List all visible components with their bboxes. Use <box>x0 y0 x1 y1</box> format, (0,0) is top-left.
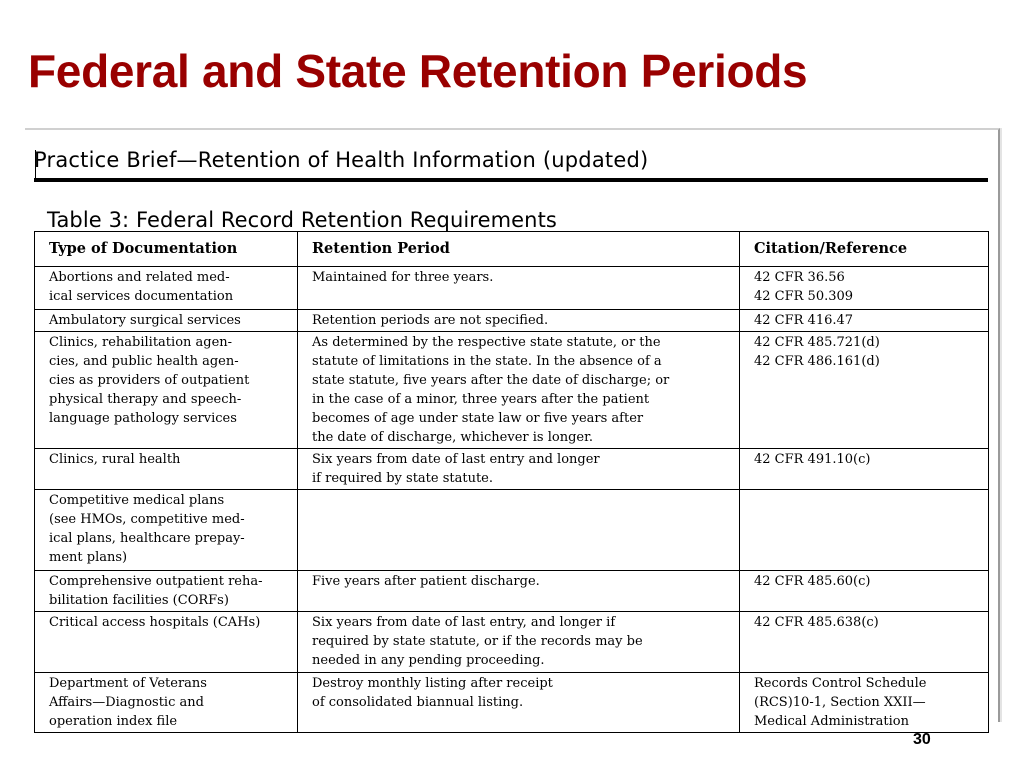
type-cell <box>35 612 298 673</box>
cell-text-line: if required by state statute. <box>312 471 494 486</box>
period-cell <box>298 267 740 310</box>
retention-table-viewport <box>34 231 988 729</box>
cell-text-line: Maintained for three years. <box>312 270 494 285</box>
cell-text-line: (see HMOs, competitive med- <box>49 512 245 527</box>
period-cell <box>298 612 740 673</box>
cell-text-line: in the case of a minor, three years after the patient <box>312 392 650 407</box>
cell-text-line: Six years from date of last entry and longer <box>312 452 600 467</box>
cell-text-line: cies as providers of outpatient <box>49 373 250 388</box>
citation-cell <box>740 612 989 673</box>
retention-table <box>34 231 989 733</box>
type-cell <box>35 310 298 332</box>
cell-text-line: ical services documentation <box>49 289 234 304</box>
table-row <box>35 449 989 490</box>
cell-text-line: operation index file <box>49 714 178 729</box>
type-cell <box>35 490 298 571</box>
citation-cell <box>740 673 989 733</box>
citation-cell <box>740 449 989 490</box>
citation-cell <box>740 267 989 310</box>
cell-text-line: physical therapy and speech- <box>49 392 242 407</box>
cell-text-line: Retention periods are not specified. <box>312 313 549 328</box>
type-cell <box>35 673 298 733</box>
period-cell <box>298 673 740 733</box>
cell-text-line: cies, and public health agen- <box>49 354 239 369</box>
cell-text-line: the date of discharge, whichever is longer. <box>312 430 594 445</box>
cell-text-line: Competitive medical plans <box>49 493 225 508</box>
cell-text-line: Comprehensive outpatient reha- <box>49 574 263 589</box>
cell-text-line: state statute, five years after the date of discharge; or <box>312 373 670 388</box>
citation-cell <box>740 310 989 332</box>
cell-text-line: Destroy monthly listing after receipt <box>312 676 553 691</box>
table-row <box>35 310 989 332</box>
header-type-of-documentation: Type of Documentation <box>35 232 298 267</box>
period-cell <box>298 490 740 571</box>
cell-text-line: 42 CFR 50.309 <box>754 289 854 304</box>
table-caption: Table 3: Federal Record Retention Requirements <box>47 208 557 232</box>
period-cell <box>298 571 740 612</box>
cell-text-line: Six years from date of last entry, and longer if <box>312 615 616 630</box>
type-cell <box>35 571 298 612</box>
cell-text-line: 42 CFR 36.56 <box>754 270 845 285</box>
cell-text-line: 42 CFR 416.47 <box>754 313 854 328</box>
cell-text-line: Records Control Schedule <box>754 676 927 691</box>
table-row <box>35 332 989 449</box>
table-header-row <box>35 232 989 267</box>
cell-text-line: bilitation facilities (CORFs) <box>49 593 229 608</box>
type-cell <box>35 267 298 310</box>
cell-text-line: 42 CFR 485.60(c) <box>754 574 871 589</box>
slide-title: Federal and State Retention Periods <box>28 45 808 97</box>
table-row <box>35 571 989 612</box>
cell-text-line: becomes of age under state law or five years after <box>312 411 644 426</box>
citation-cell <box>740 571 989 612</box>
cell-text-line: Abortions and related med- <box>49 270 230 285</box>
table-row <box>35 673 989 733</box>
cell-text-line: 42 CFR 485.638(c) <box>754 615 879 630</box>
header-retention-period: Retention Period <box>298 232 740 267</box>
cell-text-line: Medical Administration <box>754 714 909 729</box>
period-cell <box>298 332 740 449</box>
cell-text-line: ment plans) <box>49 550 128 565</box>
period-cell <box>298 310 740 332</box>
table-row <box>35 612 989 673</box>
cell-text-line: Department of Veterans <box>49 676 207 691</box>
cell-text-line: (RCS)10-1, Section XXII— <box>754 695 926 710</box>
cell-text-line: of consolidated biannual listing. <box>312 695 524 710</box>
table-row <box>35 267 989 310</box>
citation-cell <box>740 332 989 449</box>
cell-text-line: 42 CFR 491.10(c) <box>754 452 871 467</box>
type-cell <box>35 449 298 490</box>
cell-text-line: 42 CFR 485.721(d) <box>754 335 880 350</box>
period-cell <box>298 449 740 490</box>
brief-title-underline <box>34 178 988 182</box>
table-row <box>35 490 989 571</box>
cell-text-line: language pathology services <box>49 411 237 426</box>
cell-text-line: needed in any pending proceeding. <box>312 653 545 668</box>
cell-text-line: Clinics, rehabilitation agen- <box>49 335 233 350</box>
page-number: 30 <box>913 731 931 748</box>
header-citation-reference: Citation/Reference <box>740 232 989 267</box>
cell-text-line: ical plans, healthcare prepay- <box>49 531 245 546</box>
cell-text-line: Ambulatory surgical services <box>49 313 241 328</box>
cell-text-line: As determined by the respective state statute, or the <box>312 335 661 350</box>
cell-text-line: Five years after patient discharge. <box>312 574 540 589</box>
practice-brief-title: Practice Brief—Retention of Health Information (updated) <box>34 148 649 172</box>
cell-text-line: statute of limitations in the state. In the absence of a <box>312 354 662 369</box>
cell-text-line: Affairs—Diagnostic and <box>49 695 204 710</box>
table-body <box>35 267 989 733</box>
type-cell <box>35 332 298 449</box>
citation-cell <box>740 490 989 571</box>
cell-text-line: 42 CFR 486.161(d) <box>754 354 880 369</box>
cell-text-line: Clinics, rural health <box>49 452 181 467</box>
cell-text-line: Critical access hospitals (CAHs) <box>49 615 261 630</box>
cell-text-line: required by state statute, or if the records may be <box>312 634 643 649</box>
